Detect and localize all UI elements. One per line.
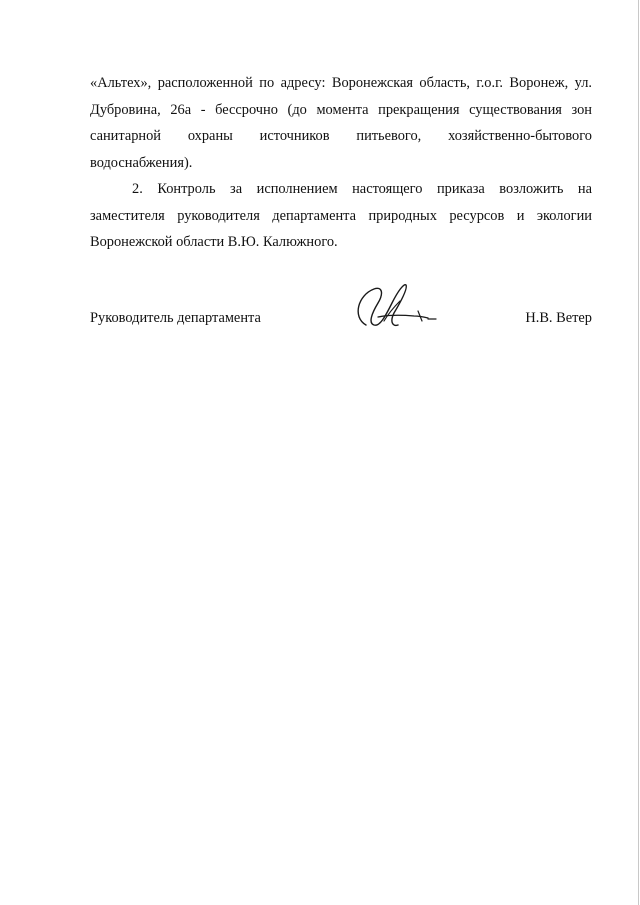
position-title: Руководитель департамента <box>90 310 261 326</box>
document-body <box>90 70 592 256</box>
signatory-name: Н.В. Ветер <box>525 310 592 326</box>
scan-edge-line <box>638 0 639 905</box>
signature-block <box>90 296 592 356</box>
handwritten-signature-icon <box>348 281 448 341</box>
paragraph-item-2: 2. Контроль за исполнением настоящего приказа возложить на заместителя руководителя департамента природных ресурсов и экологии Воронежской области В.Ю. Калюжного. <box>90 181 592 250</box>
paragraph-continuation: «Альтех», расположенной по адресу: Воронежская область, г.о.г. Воронеж, ул. Дубровина, 26а - бессрочно (до момента прекращения существования зон санитарной охраны источников питьевого, хозяйственно-бытового водоснабжения). <box>90 75 592 171</box>
